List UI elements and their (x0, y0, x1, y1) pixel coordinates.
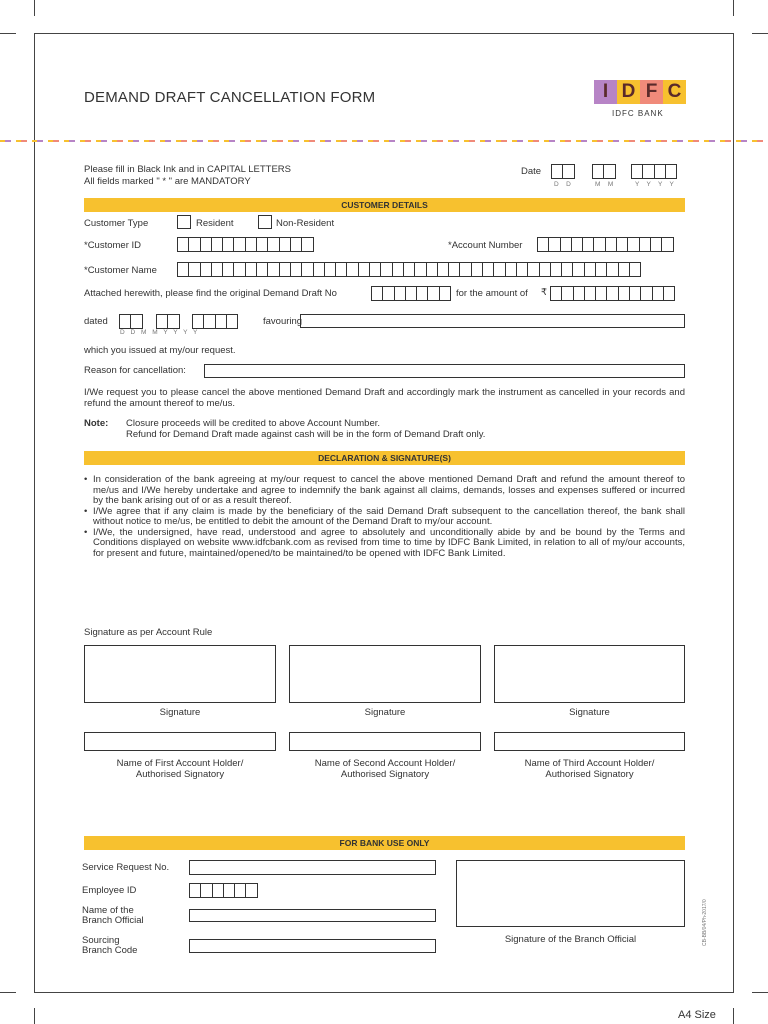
idfc-logo (594, 80, 686, 104)
dated-label: dated (84, 316, 108, 327)
char-cell[interactable] (301, 237, 313, 252)
crop-mark (34, 1008, 35, 1024)
signature-box-1[interactable] (84, 645, 276, 703)
char-cell[interactable] (629, 262, 641, 277)
account-number-label: *Account Number (448, 240, 523, 251)
holder-2-label: Name of Second Account Holder/ (314, 758, 456, 769)
logo-letter: I (594, 80, 617, 104)
instruction-line-1: Please fill in Black Ink and in CAPITAL LETTERS (84, 164, 291, 175)
crop-mark (0, 992, 16, 993)
logo-letter: C (663, 80, 686, 104)
date-month-cells[interactable] (592, 164, 615, 179)
bank-use-header: FOR BANK USE ONLY (84, 836, 685, 850)
date-label: Date (521, 166, 542, 177)
sourcing-label-1: Sourcing (82, 935, 120, 946)
note-line-2: Refund for Demand Draft made against cash will be in the form of Demand Draft only. (126, 429, 486, 440)
sourcing-branch-field[interactable] (189, 939, 436, 953)
request-paragraph: I/We request you to please cancel the above mentioned Demand Draft and accordingly mark the instrument as cancelled in your records and refund the amount thereof to me/us. (84, 387, 685, 409)
crop-mark (733, 1008, 734, 1024)
amount-of-label: for the amount of (456, 288, 528, 299)
declaration-bullet: • I/We agree that if any claim is made by the beneficiary of the said Demand Draft subsequent to the cancellation thereof, the bank shall without notice to me/us, be entitled to debit the amount of the Demand Draft to my/our account. (93, 507, 685, 528)
holder-3-sub: Authorised Signatory (545, 769, 634, 780)
dated-month-cells[interactable] (156, 314, 179, 329)
date-hint-dd: D D (554, 181, 574, 188)
note-line-1: Closure proceeds will be credited to above Account Number. (126, 418, 380, 429)
customer-id-cells[interactable] (177, 237, 313, 252)
amount-cells[interactable] (550, 286, 674, 301)
customer-name-cells[interactable] (177, 262, 640, 277)
employee-id-cells[interactable] (189, 883, 257, 898)
date-day-cells[interactable] (551, 164, 574, 179)
customer-id-label: *Customer ID (84, 240, 142, 251)
signature-rule-label: Signature as per Account Rule (84, 627, 213, 638)
dd-number-cells[interactable] (371, 286, 450, 301)
signature-label-3: Signature (569, 707, 610, 718)
resident-checkbox[interactable] (177, 215, 191, 229)
service-request-field[interactable] (189, 860, 436, 875)
resident-label: Resident (196, 218, 234, 229)
favouring-label: favouring (263, 316, 303, 327)
char-cell[interactable] (439, 286, 451, 301)
date-hint-mm: M M (595, 181, 617, 188)
dated-day-cells[interactable] (119, 314, 142, 329)
service-request-label: Service Request No. (82, 862, 170, 873)
declaration-bullets (84, 475, 685, 559)
logo-letter: F (640, 80, 663, 104)
crop-mark (752, 33, 768, 34)
sourcing-label-2: Branch Code (82, 945, 138, 956)
dated-hint: D D M M Y Y Y Y (120, 329, 200, 336)
holder-2-sub: Authorised Signatory (340, 769, 430, 780)
holder-name-field-3[interactable] (494, 732, 685, 751)
date-year-cells[interactable] (631, 164, 676, 179)
branch-official-label-2: Branch Official (82, 915, 144, 926)
holder-1-sub: Authorised Signatory (135, 769, 225, 780)
dated-year-cells[interactable] (192, 314, 237, 329)
holder-name-field-2[interactable] (289, 732, 481, 751)
official-signature-box[interactable] (456, 860, 685, 927)
rupee-symbol: ₹ (541, 287, 548, 298)
logo-subtitle: IDFC BANK (612, 109, 664, 118)
signature-box-2[interactable] (289, 645, 481, 703)
reason-label: Reason for cancellation: (84, 365, 186, 376)
non-resident-checkbox[interactable] (258, 215, 272, 229)
crop-mark (733, 0, 734, 16)
reason-field[interactable] (204, 364, 685, 378)
customer-type-label: Customer Type (84, 218, 149, 229)
signature-box-3[interactable] (494, 645, 685, 703)
branch-official-field[interactable] (189, 909, 436, 922)
color-divider (0, 140, 768, 142)
declaration-bullet: • I/We, the undersigned, have read, understood and agree to absolutely and unconditionally abide by and be bound by the Terms and Conditions displayed on website www.idfcbank.com as revised from time to time by IDFC Bank Limited, in relation to all of my/our accounts, for present and future, maintained/opened/to be maintained/to be opened with IDFC Bank Limited. (93, 528, 685, 560)
holder-name-field-1[interactable] (84, 732, 276, 751)
date-hint-yyyy: Y Y Y Y (635, 181, 677, 188)
form-code: CB-BB/04/Ph-2017/0 (702, 899, 708, 946)
crop-mark (34, 0, 35, 16)
customer-name-label: *Customer Name (84, 265, 157, 276)
crop-mark (752, 992, 768, 993)
crop-mark (0, 33, 16, 34)
branch-official-label-1: Name of the (82, 905, 134, 916)
attached-text: Attached herewith, please find the original Demand Draft No (84, 288, 337, 299)
declaration-header: DECLARATION & SIGNATURE(S) (84, 451, 685, 465)
char-cell[interactable] (661, 237, 673, 252)
char-cell[interactable] (245, 883, 257, 898)
holder-3-label: Name of Third Account Holder/ (524, 758, 655, 769)
non-resident-label: Non-Resident (276, 218, 335, 229)
favouring-field[interactable] (300, 314, 685, 328)
declaration-bullet: • In consideration of the bank agreeing at my/our request to cancel the above mentioned Demand Draft and refund the amount thereof to me/us and I/We hereby undertake and agree to indemnify the bank against all claims, demands, losses and expenses suffered or incurred by the bank arising out of or as a result thereof. (93, 475, 685, 507)
logo-letter: D (617, 80, 640, 104)
char-cell[interactable] (663, 286, 675, 301)
page-title: DEMAND DRAFT CANCELLATION FORM (84, 89, 376, 106)
official-signature-label: Signature of the Branch Official (504, 934, 637, 945)
instruction-line-2: All fields marked " * " are MANDATORY (84, 176, 251, 187)
holder-1-label: Name of First Account Holder/ (116, 758, 244, 769)
page-size-label: A4 Size (678, 1009, 716, 1021)
signature-label-2: Signature (364, 707, 406, 718)
customer-details-header: CUSTOMER DETAILS (84, 198, 685, 212)
employee-id-label: Employee ID (82, 885, 137, 896)
account-number-cells[interactable] (537, 237, 673, 252)
issued-text: which you issued at my/our request. (84, 345, 236, 356)
signature-label-1: Signature (159, 707, 201, 718)
note-label: Note: (84, 418, 109, 429)
